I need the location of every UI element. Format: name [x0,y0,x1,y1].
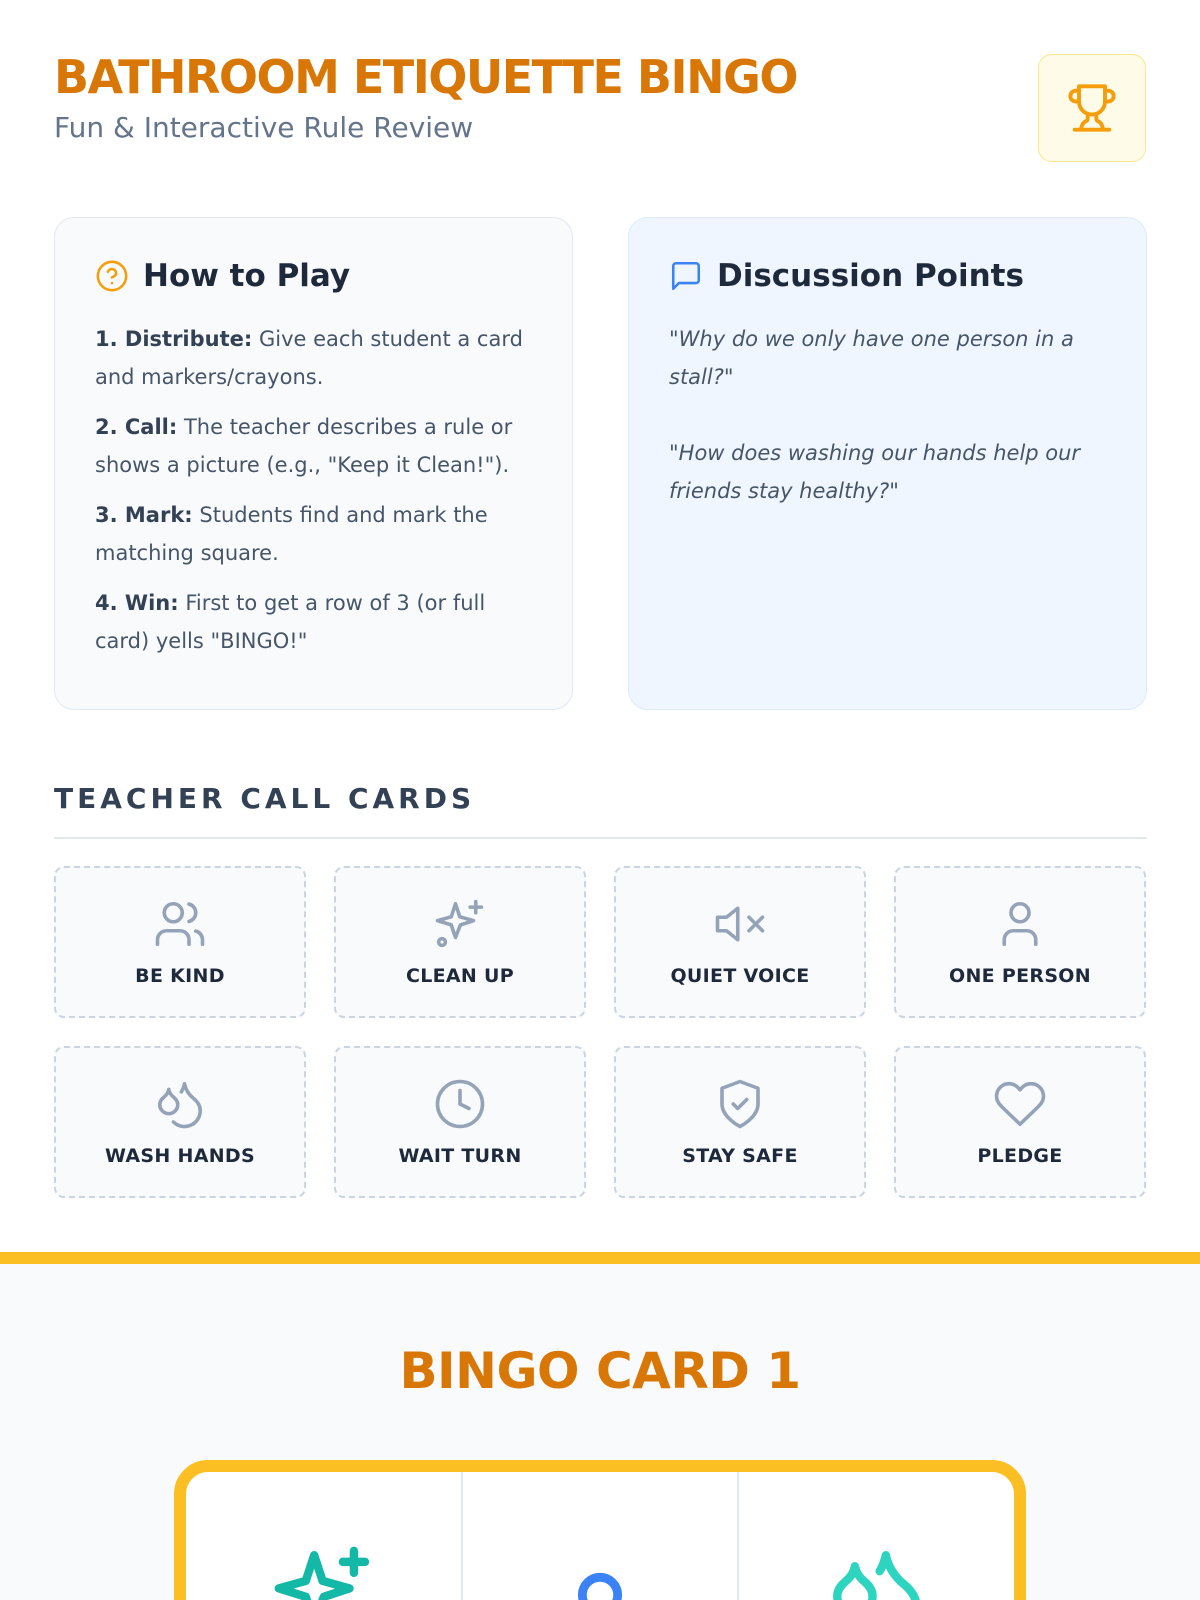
trophy-badge [1038,54,1146,162]
call-card-label: PLEDGE [977,1145,1063,1167]
step-item: 2. Call: The teacher describes a rule or shows a picture (e.g., "Keep it Clean!"). [95,415,513,477]
call-card-label: QUIET VOICE [670,965,810,987]
bingo-cell[interactable] [739,1472,1014,1600]
droplets-icon [153,1077,207,1131]
chat-bubble-icon [669,259,703,293]
call-card-label: STAY SAFE [682,1145,798,1167]
call-card-stay-safe [614,1046,866,1198]
droplets-icon [824,1542,930,1600]
header [54,52,797,144]
call-card-one-person [894,866,1146,1018]
call-card-clean-up [334,866,586,1018]
call-card-wash-hands [54,1046,306,1198]
page-title: BATHROOM ETIQUETTE BINGO [54,50,797,104]
call-cards-grid [54,866,1147,1198]
divider [54,837,1147,839]
call-card-label: CLEAN UP [405,965,514,987]
step-item: 4. Win: First to get a row of 3 (or full card) yells "BINGO!" [95,591,486,653]
sparkles-icon [270,1542,376,1600]
how-to-play-panel [54,217,573,710]
bingo-card-title: BINGO CARD 1 [399,1342,801,1400]
bingo-cell[interactable] [463,1472,740,1600]
bingo-cell[interactable] [186,1472,463,1600]
call-card-label: WAIT TURN [398,1145,522,1167]
discussion-title: Discussion Points [717,258,1024,294]
step-item: 3. Mark: Students find and mark the matching square. [95,503,488,565]
step-item: 1. Distribute: Give each student a card and markers/crayons. [95,327,523,389]
how-to-play-title: How to Play [143,258,351,294]
heart-icon [993,1077,1047,1131]
user-icon [993,897,1047,951]
call-card-label: ONE PERSON [949,965,1091,987]
users-icon [153,897,207,951]
shield-check-icon [713,1077,767,1131]
circle-icon [547,1542,653,1600]
call-card-quiet-voice [614,866,866,1018]
call-card-label: BE KIND [135,965,225,987]
section-title: TEACHER CALL CARDS [54,782,476,815]
volume-mute-icon [713,897,767,951]
sparkles-icon [433,897,487,951]
discussion-panel [628,217,1147,710]
call-card-label: WASH HANDS [105,1145,255,1167]
call-card-be-kind [54,866,306,1018]
question-circle-icon [95,259,129,293]
call-card-pledge [894,1046,1146,1198]
clock-icon [433,1077,487,1131]
call-card-wait-turn [334,1046,586,1198]
page-subtitle: Fun & Interactive Rule Review [54,110,474,144]
trophy-icon [1066,82,1118,134]
discussion-quote: "Why do we only have one person in a stall?" [669,327,1074,389]
bingo-card [174,1460,1026,1600]
discussion-quote: "How does washing our hands help our friends stay healthy?" [669,441,1081,503]
